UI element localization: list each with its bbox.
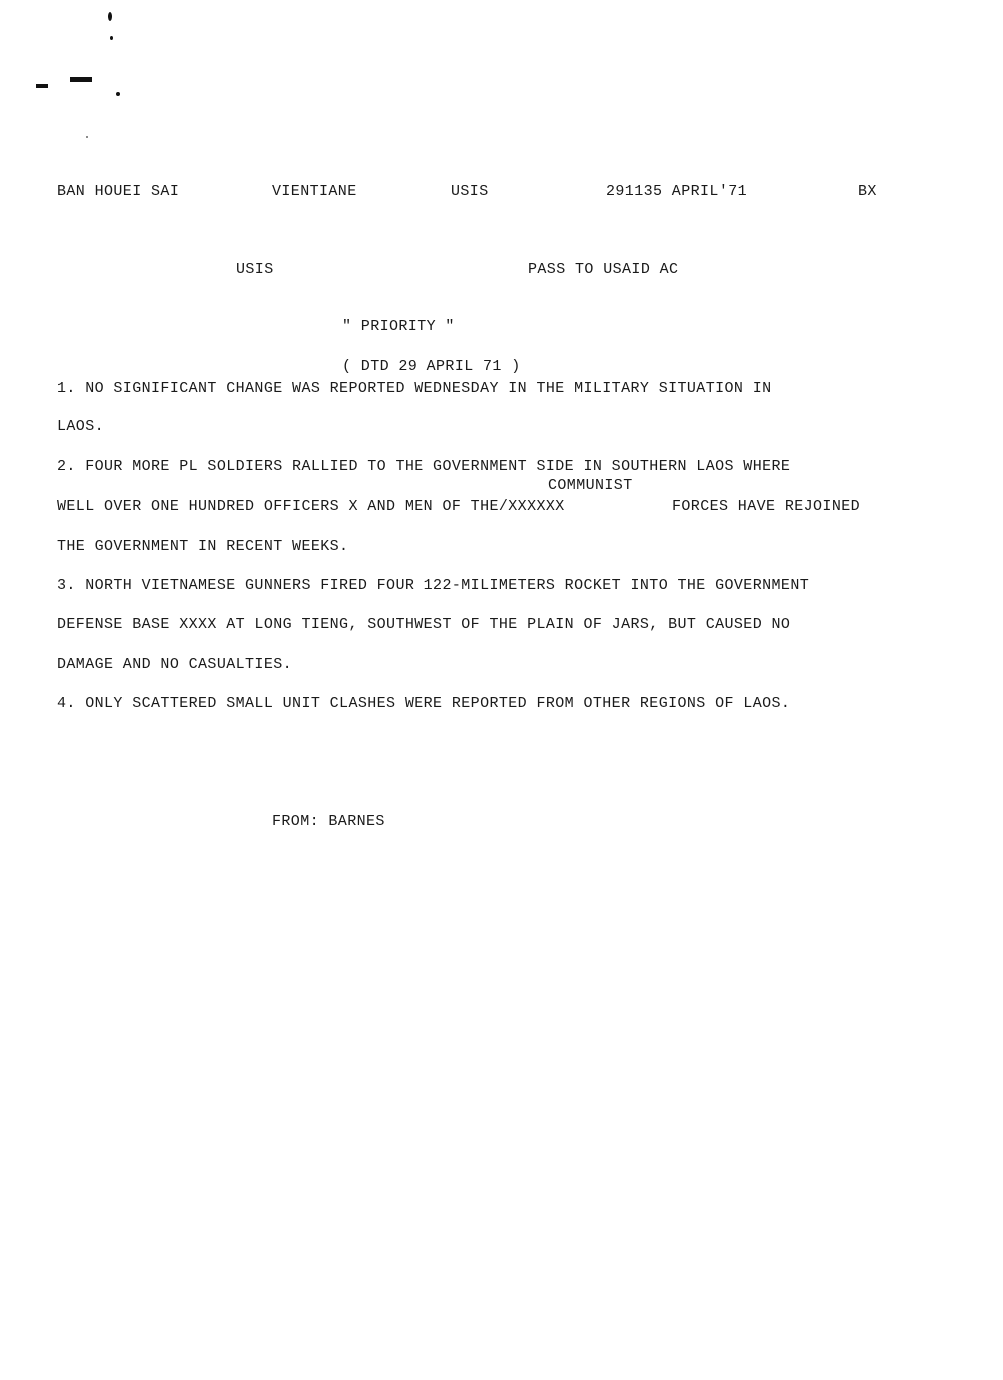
paragraph-4-line-1: 4. ONLY SCATTERED SMALL UNIT CLASHES WERE REPORTED FROM OTHER REGIONS OF LAOS.: [57, 695, 791, 712]
message-code: BX: [858, 183, 877, 200]
dated-line: ( DTD 29 APRIL 71 ): [342, 358, 521, 375]
agency-code: USIS: [451, 183, 489, 200]
paragraph-2-line-2: WELL OVER ONE HUNDRED OFFICERS X AND MEN OF THE/XXXXXX: [57, 498, 565, 515]
paragraph-2-line-2-end: FORCES HAVE REJOINED: [672, 498, 861, 515]
paragraph-1-line-1: 1. NO SIGNIFICANT CHANGE WAS REPORTED WEDNESDAY IN THE MILITARY SITUATION IN: [57, 380, 772, 397]
paragraph-1-line-2: LAOS.: [57, 418, 105, 435]
paragraph-2-line-3: THE GOVERNMENT IN RECENT WEEKS.: [57, 538, 349, 555]
origin-station: BAN HOUEI SAI: [57, 183, 180, 200]
precedence: " PRIORITY ": [342, 318, 455, 335]
paragraph-2-line-1: 2. FOUR MORE PL SOLDIERS RALLIED TO THE GOVERNMENT SIDE IN SOUTHERN LAOS WHERE: [57, 458, 791, 475]
paragraph-3-line-1: 3. NORTH VIETNAMESE GUNNERS FIRED FOUR 122-MILIMETERS ROCKET INTO THE GOVERNMENT: [57, 577, 810, 594]
signature: FROM: BARNES: [272, 813, 385, 830]
date-time-group: 291135 APRIL'71: [606, 183, 748, 200]
routing-pass: PASS TO USAID AC: [528, 261, 679, 278]
destination-station: VIENTIANE: [272, 183, 357, 200]
paragraph-3-line-2: DEFENSE BASE XXXX AT LONG TIENG, SOUTHWEST OF THE PLAIN OF JARS, BUT CAUSED NO: [57, 616, 791, 633]
paragraph-2-insertion: COMMUNIST: [548, 477, 633, 494]
routing-to: USIS: [236, 261, 274, 278]
paragraph-3-line-3: DAMAGE AND NO CASUALTIES.: [57, 656, 293, 673]
